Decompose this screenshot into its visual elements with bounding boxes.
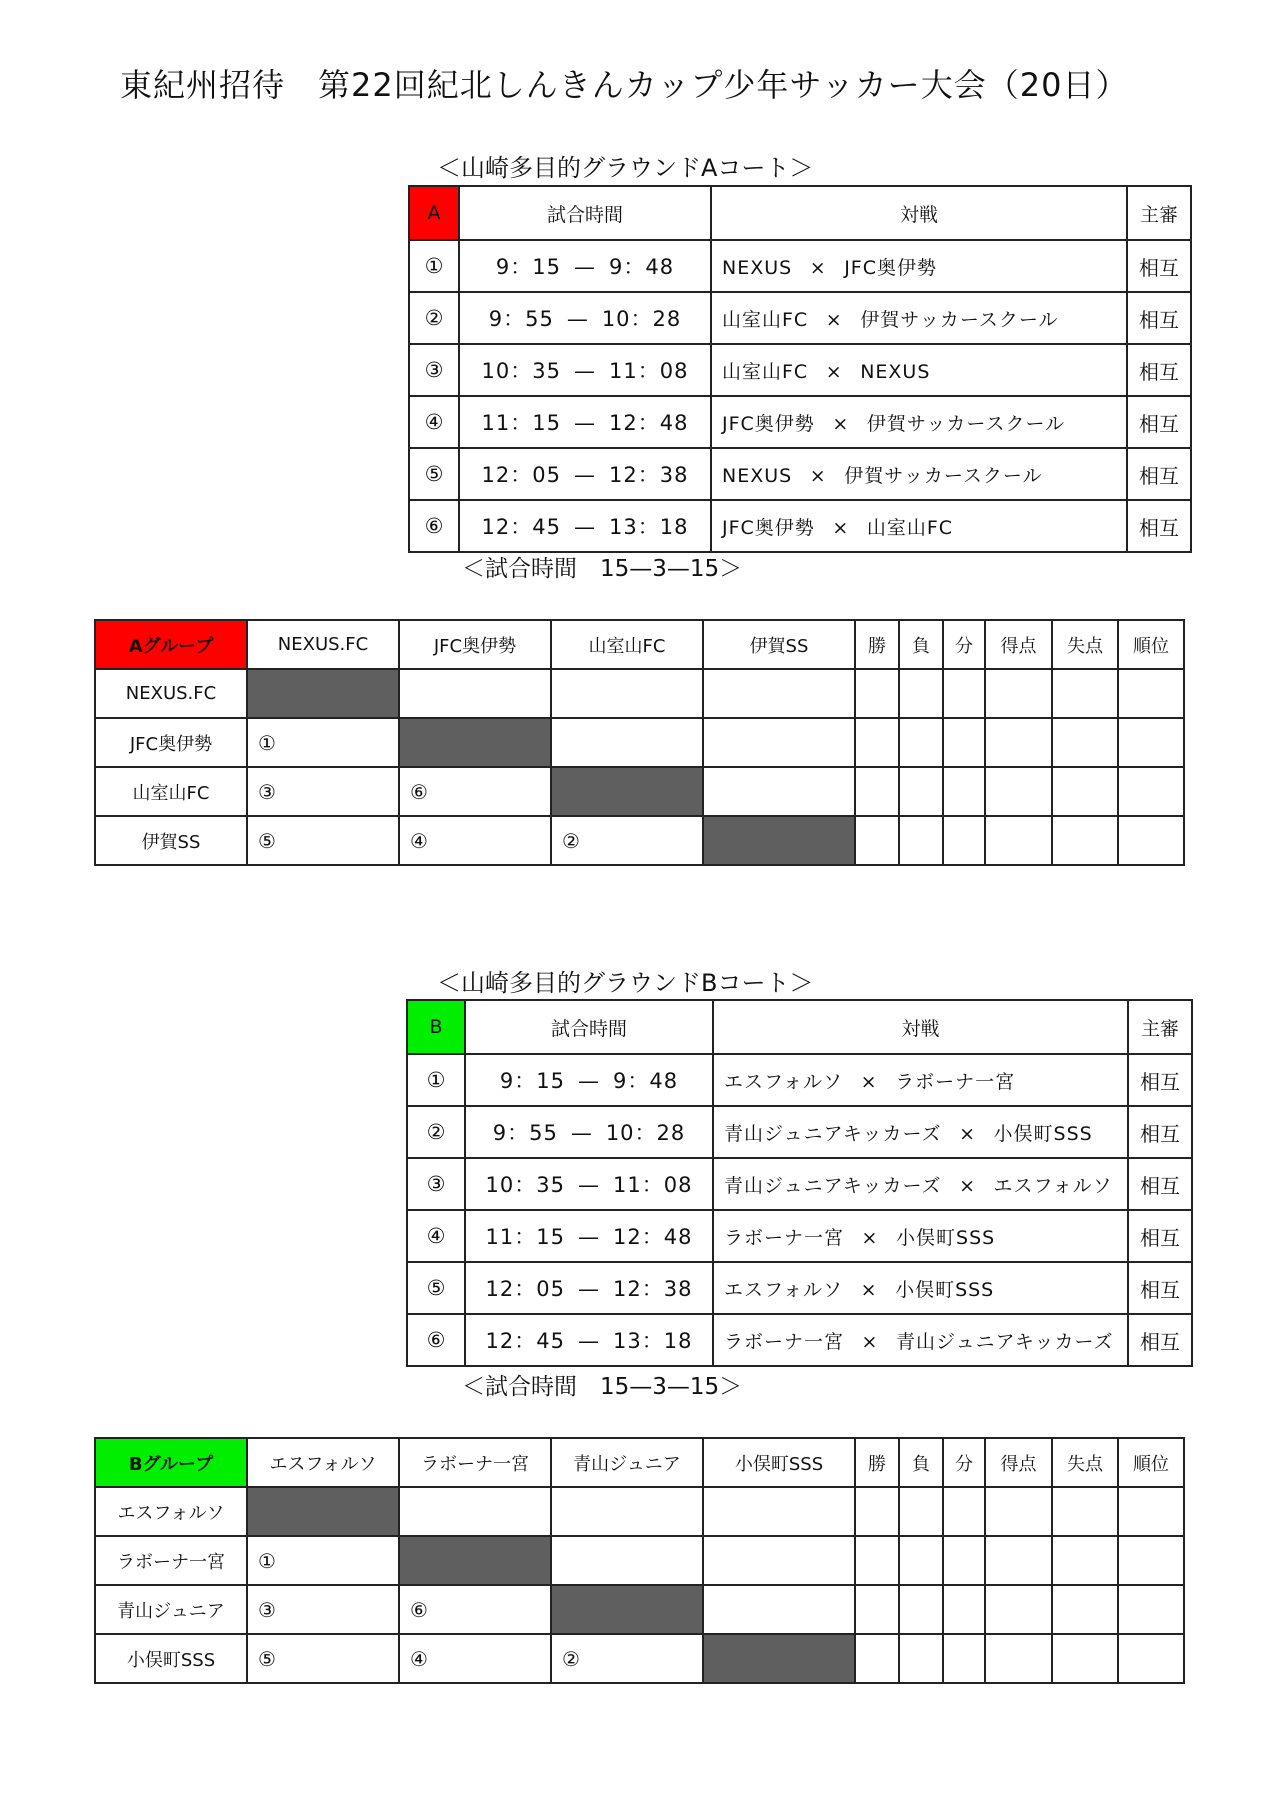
away-team: エスフォルソ (993, 1174, 1113, 1197)
stat-cell (855, 816, 899, 865)
game-row (409, 448, 1191, 500)
court-b-schedule-table (406, 999, 1193, 1367)
stat-column-header: 分 (943, 620, 985, 669)
court-tag: A (409, 186, 459, 240)
stat-cell (943, 816, 985, 865)
game-time (459, 292, 711, 344)
stat-cell (899, 669, 943, 718)
team-column-header: 山室山FC (551, 620, 703, 669)
game-row (409, 396, 1191, 448)
team-row-label: エスフォルソ (95, 1487, 247, 1536)
game-time (465, 1054, 713, 1106)
self-match-cell (247, 669, 399, 718)
stat-column-header: 失点 (1052, 1438, 1118, 1487)
stat-cell (1118, 1634, 1184, 1683)
game-number: ② (407, 1106, 465, 1158)
start-time: 9：15 (499, 1069, 565, 1093)
end-time: 11：08 (609, 359, 689, 383)
stat-column-header: 負 (899, 620, 943, 669)
stat-cell (943, 718, 985, 767)
game-time (465, 1210, 713, 1262)
game-matchup (711, 344, 1127, 396)
match-cell (399, 669, 551, 718)
match-cell (703, 1585, 855, 1634)
end-time: 13：18 (613, 1329, 693, 1353)
court-a-schedule-table (408, 185, 1192, 553)
team-column-header: エスフォルソ (247, 1438, 399, 1487)
game-number: ① (409, 240, 459, 292)
start-time: 11：15 (481, 411, 561, 435)
court-b-heading: ＜山崎多目的グラウンドBコート＞ (437, 969, 814, 997)
stat-cell (1052, 1585, 1118, 1634)
start-time: 11：15 (485, 1225, 565, 1249)
home-team: 青山ジュニアキッカーズ (724, 1174, 942, 1197)
versus-mark: × (861, 1226, 879, 1249)
time-dash: — (578, 1225, 600, 1249)
start-time: 12：05 (481, 463, 561, 487)
stat-cell (1052, 767, 1118, 816)
match-cell: ① (247, 718, 399, 767)
referee-header: 主審 (1128, 1000, 1192, 1054)
away-team: 小俣町SSS (895, 1278, 995, 1301)
match-cell (551, 1536, 703, 1585)
game-matchup (711, 396, 1127, 448)
group-row (95, 669, 1184, 718)
match-cell (703, 1536, 855, 1585)
stat-cell (899, 1634, 943, 1683)
time-dash: — (574, 463, 596, 487)
versus-mark: × (959, 1174, 976, 1197)
away-team: 伊賀サッカースクール (844, 464, 1043, 487)
stat-column-header: 順位 (1118, 620, 1184, 669)
home-team: ラボーナ一宮 (724, 1330, 845, 1353)
start-time: 10：35 (485, 1173, 565, 1197)
stat-column-header: 失点 (1052, 620, 1118, 669)
court-a-duration-note: ＜試合時間 15—3—15＞ (462, 556, 743, 582)
game-matchup (713, 1210, 1128, 1262)
stat-cell (855, 1487, 899, 1536)
start-time: 10：35 (481, 359, 561, 383)
group-label: Bグループ (95, 1438, 247, 1487)
group-header-row (95, 620, 1184, 669)
game-referee: 相互 (1128, 1158, 1192, 1210)
stat-cell (855, 1634, 899, 1683)
stat-cell (985, 767, 1052, 816)
end-time: 10：28 (605, 1121, 686, 1145)
game-referee: 相互 (1127, 396, 1191, 448)
game-matchup (711, 292, 1127, 344)
stat-cell (1118, 1585, 1184, 1634)
versus-mark: × (809, 256, 827, 279)
home-team: エスフォルソ (724, 1070, 844, 1093)
away-team: 小俣町SSS (896, 1226, 996, 1249)
match-cell (703, 767, 855, 816)
game-matchup (711, 240, 1127, 292)
team-column-header: JFC奥伊勢 (399, 620, 551, 669)
match-cell: ① (247, 1536, 399, 1585)
game-row (409, 240, 1191, 292)
match-cell (703, 718, 855, 767)
game-number: ⑥ (409, 500, 459, 552)
stat-cell (1118, 816, 1184, 865)
self-match-cell (551, 767, 703, 816)
stat-cell (1052, 669, 1118, 718)
match-cell: ③ (247, 1585, 399, 1634)
away-team: 青山ジュニアキッカーズ (896, 1330, 1114, 1353)
time-header: 試合時間 (465, 1000, 713, 1054)
home-team: 青山ジュニアキッカーズ (724, 1122, 942, 1145)
stat-column-header: 勝 (855, 620, 899, 669)
group-header-row (95, 1438, 1184, 1487)
home-team: 山室山FC (722, 308, 809, 331)
stat-cell (899, 1487, 943, 1536)
versus-mark: × (861, 1330, 879, 1353)
game-referee: 相互 (1128, 1262, 1192, 1314)
stat-cell (985, 669, 1052, 718)
game-time (465, 1262, 713, 1314)
game-row (409, 344, 1191, 396)
stat-column-header: 得点 (985, 620, 1052, 669)
game-referee: 相互 (1127, 292, 1191, 344)
match-cell: ⑤ (247, 816, 399, 865)
game-row (407, 1314, 1192, 1366)
match-cell: ⑤ (247, 1634, 399, 1683)
match-cell: ⑥ (399, 767, 551, 816)
versus-mark: × (860, 1070, 878, 1093)
self-match-cell (703, 1634, 855, 1683)
self-match-cell (399, 718, 551, 767)
stat-cell (855, 767, 899, 816)
group-row (95, 718, 1184, 767)
end-time: 10：28 (601, 307, 682, 331)
game-row (409, 500, 1191, 552)
match-cell: ④ (399, 816, 551, 865)
stat-cell (985, 816, 1052, 865)
team-row-label: NEXUS.FC (95, 669, 247, 718)
game-time (465, 1314, 713, 1366)
time-dash: — (566, 307, 589, 331)
team-row-label: 青山ジュニア (95, 1585, 247, 1634)
end-time: 9：48 (613, 1069, 679, 1093)
stat-cell (943, 1487, 985, 1536)
match-cell (703, 669, 855, 718)
home-team: NEXUS (722, 464, 793, 487)
stat-cell (985, 718, 1052, 767)
game-time (459, 344, 711, 396)
group-label: Aグループ (95, 620, 247, 669)
versus-mark: × (825, 360, 843, 383)
self-match-cell (551, 1585, 703, 1634)
stat-cell (1052, 1487, 1118, 1536)
away-team: 小俣町SSS (993, 1122, 1093, 1145)
game-matchup (711, 500, 1127, 552)
game-matchup (713, 1262, 1128, 1314)
game-number: ③ (409, 344, 459, 396)
away-team: ラボーナ一宮 (895, 1070, 1016, 1093)
self-match-cell (399, 1536, 551, 1585)
start-time: 9：15 (495, 255, 561, 279)
game-number: ① (407, 1054, 465, 1106)
game-number: ⑤ (407, 1262, 465, 1314)
stat-cell (943, 1634, 985, 1683)
versus-mark: × (825, 308, 843, 331)
end-time: 9：48 (609, 255, 675, 279)
self-match-cell (703, 816, 855, 865)
time-dash: — (574, 411, 596, 435)
versus-mark: × (832, 516, 850, 539)
match-cell (399, 1487, 551, 1536)
versus-mark: × (809, 464, 827, 487)
end-time: 12：38 (613, 1277, 693, 1301)
match-header: 対戦 (713, 1000, 1128, 1054)
match-cell (551, 718, 703, 767)
stat-column-header: 勝 (855, 1438, 899, 1487)
stat-cell (1052, 1536, 1118, 1585)
stat-cell (1118, 718, 1184, 767)
referee-header: 主審 (1127, 186, 1191, 240)
team-row-label: 伊賀SS (95, 816, 247, 865)
time-dash: — (570, 1121, 593, 1145)
game-row (409, 292, 1191, 344)
group-row (95, 1585, 1184, 1634)
group-row (95, 816, 1184, 865)
team-column-header: 伊賀SS (703, 620, 855, 669)
versus-mark: × (860, 1278, 878, 1301)
time-dash: — (578, 1173, 600, 1197)
team-row-label: 小俣町SSS (95, 1634, 247, 1683)
stat-cell (1118, 1487, 1184, 1536)
group-a-standings-table (94, 619, 1185, 866)
stat-cell (943, 1536, 985, 1585)
stat-column-header: 負 (899, 1438, 943, 1487)
start-time: 9：55 (492, 1121, 558, 1145)
stat-cell (899, 1585, 943, 1634)
game-referee: 相互 (1127, 240, 1191, 292)
game-matchup (713, 1314, 1128, 1366)
match-cell (551, 1487, 703, 1536)
game-number: ④ (407, 1210, 465, 1262)
group-row (95, 1634, 1184, 1683)
match-cell: ② (551, 1634, 703, 1683)
match-cell: ② (551, 816, 703, 865)
stat-cell (1118, 767, 1184, 816)
game-time (459, 500, 711, 552)
stat-cell (1118, 1536, 1184, 1585)
stat-cell (855, 669, 899, 718)
home-team: JFC奥伊勢 (722, 412, 815, 435)
game-matchup (713, 1158, 1128, 1210)
time-dash: — (574, 515, 596, 539)
game-referee: 相互 (1127, 344, 1191, 396)
stat-cell (899, 767, 943, 816)
team-row-label: JFC奥伊勢 (95, 718, 247, 767)
end-time: 11：08 (613, 1173, 693, 1197)
stat-cell (985, 1536, 1052, 1585)
game-matchup (713, 1054, 1128, 1106)
team-column-header: NEXUS.FC (247, 620, 399, 669)
end-time: 12：38 (609, 463, 689, 487)
game-time (459, 448, 711, 500)
game-time (465, 1158, 713, 1210)
away-team: 伊賀サッカースクール (866, 412, 1066, 435)
match-cell: ⑥ (399, 1585, 551, 1634)
game-referee: 相互 (1128, 1210, 1192, 1262)
game-time (459, 396, 711, 448)
home-team: ラボーナ一宮 (724, 1226, 845, 1249)
stat-cell (985, 1585, 1052, 1634)
page-title: 東紀州招待 第22回紀北しんきんカップ少年サッカー大会（20日） (120, 66, 1129, 104)
game-time (459, 240, 711, 292)
match-cell (551, 669, 703, 718)
stat-cell (855, 718, 899, 767)
stat-column-header: 得点 (985, 1438, 1052, 1487)
end-time: 13：18 (609, 515, 689, 539)
stat-cell (1052, 1634, 1118, 1683)
stat-cell (985, 1487, 1052, 1536)
time-dash: — (578, 1069, 600, 1093)
game-row (407, 1210, 1192, 1262)
game-referee: 相互 (1128, 1106, 1192, 1158)
start-time: 12：05 (485, 1277, 565, 1301)
game-row (407, 1158, 1192, 1210)
group-b-standings-table (94, 1437, 1185, 1684)
court-b-duration-note: ＜試合時間 15—3—15＞ (462, 1374, 743, 1400)
game-number: ⑤ (409, 448, 459, 500)
team-column-header: ラボーナ一宮 (399, 1438, 551, 1487)
game-referee: 相互 (1128, 1054, 1192, 1106)
time-dash: — (578, 1277, 600, 1301)
stat-cell (985, 1634, 1052, 1683)
schedule-header-row (407, 1000, 1192, 1054)
time-dash: — (574, 359, 596, 383)
game-referee: 相互 (1127, 448, 1191, 500)
group-row (95, 767, 1184, 816)
home-team: JFC奥伊勢 (722, 516, 815, 539)
game-referee: 相互 (1127, 500, 1191, 552)
away-team: 伊賀サッカースクール (860, 308, 1059, 331)
stat-cell (1118, 669, 1184, 718)
start-time: 12：45 (485, 1329, 565, 1353)
time-dash: — (574, 255, 596, 279)
game-row (407, 1262, 1192, 1314)
end-time: 12：48 (613, 1225, 693, 1249)
stat-cell (899, 816, 943, 865)
match-cell: ④ (399, 1634, 551, 1683)
away-team: JFC奥伊勢 (844, 256, 938, 279)
game-number: ④ (409, 396, 459, 448)
stat-cell (1052, 718, 1118, 767)
stat-cell (943, 669, 985, 718)
away-team: NEXUS (860, 360, 931, 383)
stat-cell (855, 1585, 899, 1634)
game-matchup (711, 448, 1127, 500)
stat-column-header: 順位 (1118, 1438, 1184, 1487)
schedule-header-row (409, 186, 1191, 240)
stat-cell (899, 718, 943, 767)
game-referee: 相互 (1128, 1314, 1192, 1366)
team-column-header: 青山ジュニア (551, 1438, 703, 1487)
game-time (465, 1106, 713, 1158)
home-team: エスフォルソ (724, 1278, 844, 1301)
home-team: 山室山FC (722, 360, 809, 383)
game-number: ② (409, 292, 459, 344)
team-row-label: 山室山FC (95, 767, 247, 816)
group-row (95, 1536, 1184, 1585)
start-time: 12：45 (481, 515, 561, 539)
stat-column-header: 分 (943, 1438, 985, 1487)
stat-cell (1052, 816, 1118, 865)
game-row (407, 1106, 1192, 1158)
game-number: ③ (407, 1158, 465, 1210)
match-cell (703, 1487, 855, 1536)
stat-cell (899, 1536, 943, 1585)
stat-cell (943, 1585, 985, 1634)
team-column-header: 小俣町SSS (703, 1438, 855, 1487)
group-row (95, 1487, 1184, 1536)
match-cell: ③ (247, 767, 399, 816)
match-header: 対戦 (711, 186, 1127, 240)
court-a-heading: ＜山崎多目的グラウンドAコート＞ (437, 154, 814, 182)
game-row (407, 1054, 1192, 1106)
away-team: 山室山FC (866, 516, 954, 539)
court-tag: B (407, 1000, 465, 1054)
time-header: 試合時間 (459, 186, 711, 240)
stat-cell (855, 1536, 899, 1585)
self-match-cell (247, 1487, 399, 1536)
stat-cell (943, 767, 985, 816)
team-row-label: ラボーナ一宮 (95, 1536, 247, 1585)
game-matchup (713, 1106, 1128, 1158)
versus-mark: × (832, 412, 850, 435)
end-time: 12：48 (609, 411, 689, 435)
game-number: ⑥ (407, 1314, 465, 1366)
time-dash: — (578, 1329, 600, 1353)
start-time: 9：55 (488, 307, 554, 331)
versus-mark: × (959, 1122, 976, 1145)
home-team: NEXUS (722, 256, 793, 279)
